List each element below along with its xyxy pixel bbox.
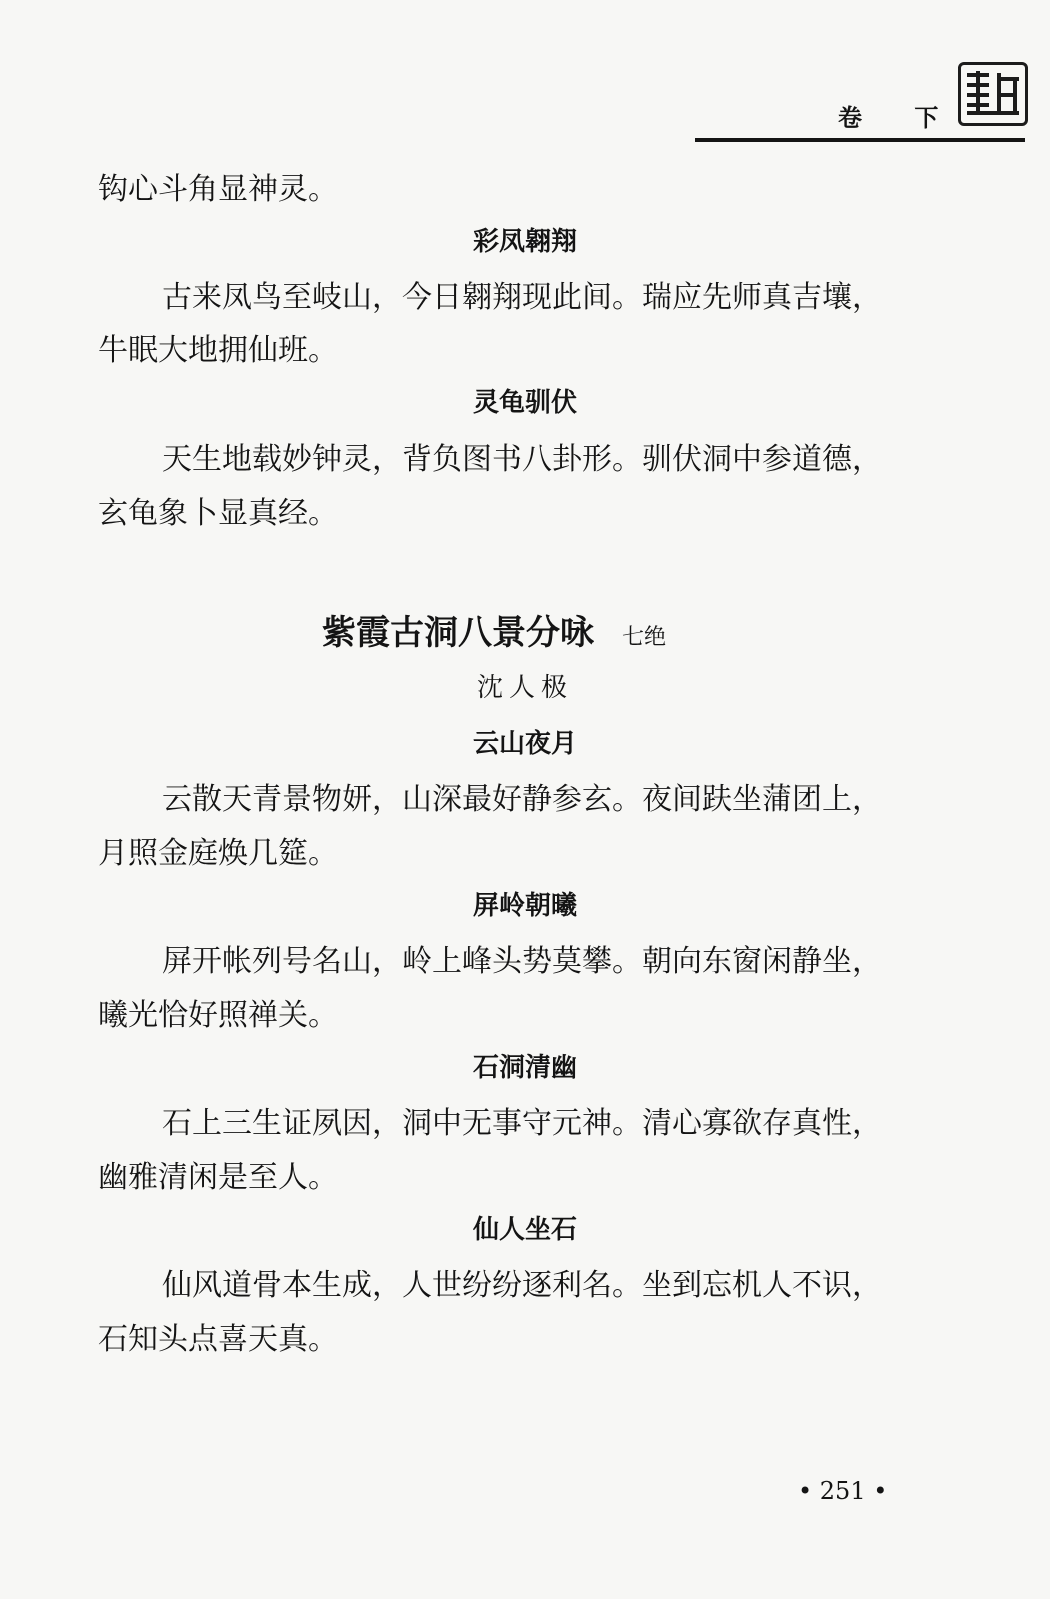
poem-subtitle: 屏岭朝曦 [472, 891, 577, 921]
poem-line: 牛眠大地拥仙班。 [98, 333, 338, 368]
poem-line: 仙风道骨本生成，人世纷纷逐利名。坐到忘机人不识， [162, 1268, 882, 1303]
body-line: 钩心斗角显神灵。 [98, 172, 338, 207]
poem-subtitle: 云山夜月 [472, 729, 577, 759]
poem-line: 石知头点喜天真。 [98, 1322, 338, 1357]
section-title [322, 610, 842, 661]
poem-subtitle: 彩凤翱翔 [472, 227, 577, 257]
section-title-note: 七绝 [622, 625, 667, 650]
poem-line: 曦光恰好照禅关。 [98, 998, 338, 1033]
section-title-text: 紫霞古洞八景分咏 [322, 613, 594, 653]
running-header-section: 卷 下 [838, 104, 961, 132]
poem-line: 天生地载妙钟灵，背负图书八卦形。驯伏洞中参道德， [162, 442, 882, 477]
poem-line: 幽雅清闲是至人。 [98, 1160, 338, 1195]
poem-subtitle: 灵龟驯伏 [472, 388, 577, 418]
author-name: 沈人极 [476, 673, 573, 703]
poem-line: 云散天青景物妍，山深最好静参玄。夜间趺坐蒲团上， [162, 782, 882, 817]
poem-subtitle: 仙人坐石 [472, 1215, 577, 1245]
seal-logo [958, 62, 1028, 126]
poem-line: 石上三生证夙因，洞中无事守元神。清心寡欲存真性， [162, 1106, 882, 1141]
page-number: • 251 • [798, 1477, 888, 1505]
poem-line: 古来凤鸟至岐山，今日翱翔现此间。瑞应先师真吉壤， [162, 280, 882, 315]
poem-line: 玄龟象卜显真经。 [98, 496, 338, 531]
poem-line: 屏开帐列号名山，岭上峰头势莫攀。朝向东窗闲静坐， [162, 944, 882, 979]
poem-line: 月照金庭焕几筵。 [98, 836, 338, 871]
poem-subtitle: 石洞清幽 [472, 1053, 577, 1083]
header-rule [695, 138, 1025, 142]
